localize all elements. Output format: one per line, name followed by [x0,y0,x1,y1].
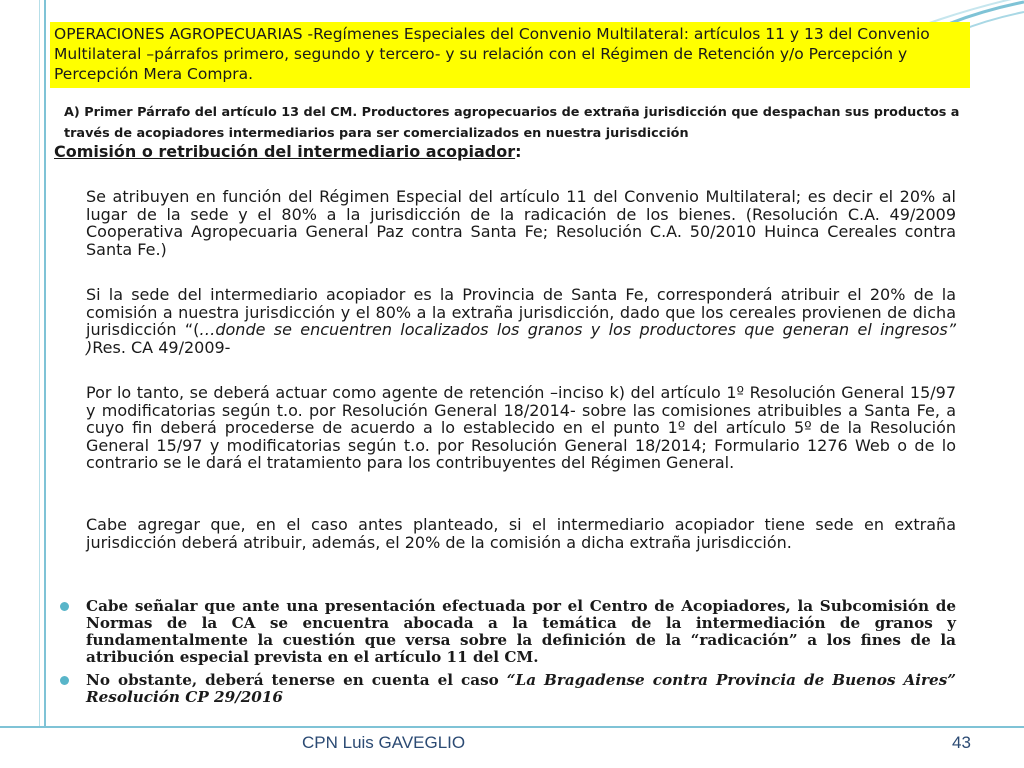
paragraph-1: Se atribuyen en función del Régimen Especial del artículo 11 del Convenio Multilateral; es decir el 20% al lugar de la sede y el 80% a la jurisdicción de la radicación de los bienes. (Resolución C.A. 49/2009 Cooperativa Agropecuaria General Paz contra Santa Fe; Resolución C.A. 50/2010 Huinca Cereales contra Santa Fe.) [86,187,956,259]
bullet-item [60,598,956,666]
bullet-italic: “La Bragadense contra Provincia de Buenos Aires” Resolución CP 29/2016 [86,671,956,706]
paragraph-2-italic: …donde se encuentren localizados los granos y los productores que generan el ingresos” ) [86,320,956,357]
paragraph-2-text: Si la sede del intermediario acopiador es la Provincia de Santa Fe, corresponderá atribuir el 20% de la comisión a nuestra jurisdicción y el 80% a la extraña jurisdicción, dado que los cereales provienen de dicha jurisdicción “( [86,285,956,339]
bullet-list [60,598,956,712]
slide-left-border [0,0,46,768]
slide-subtitle: A) Primer Párrafo del artículo 13 del CM. Productores agropecuarios de extraña jurisdicción que despachan sus productos a través de acopiadores intermediarios para ser comercializados en nuestra jurisdicción [64,105,960,141]
paragraph-2-tail: Res. CA 49/2009- [92,337,231,357]
section-heading-colon: : [515,142,522,161]
bullet-text: No obstante, deberá tenerse en cuenta el caso [86,671,507,689]
paragraph-3: Por lo tanto, se deberá actuar como agente de retención –inciso k) del artículo 1º Resolución General 15/97 y modificatorias según t.o. por Resolución General 18/2014- sobre las comisiones atribuibles a Santa Fe, a cuyo fin deberá procederse de acuerdo a lo establecido en el punto 1º del artículo 5º de la Resolución General 15/97 y modificatorias según t.o. por Resolución General 18/2014; Formulario 1276 Web o de lo contrario se le dará el tratamiento para los contribuyentes del Régimen General. [86,383,956,472]
slide-bottom-border [0,726,1024,768]
footer-author: CPN Luis GAVEGLIO [302,733,466,752]
section-heading-text: Comisión o retribución del intermediario acopiador [54,142,516,161]
page-number: 43 [952,733,971,752]
section-heading [54,142,522,161]
bullet-dot-icon [60,676,69,685]
slide-title: OPERACIONES AGROPECUARIAS -Regímenes Especiales del Convenio Multilateral: artículos 11 y 13 del Convenio Multilateral –párrafos primero, segundo y tercero- y su relación con el Régimen de Retención y/o Percepción y Percepción Mera Compra. [50,22,970,88]
bullet-item [60,672,956,706]
paragraph-2 [86,286,956,356]
bullet-text: Cabe señalar que ante una presentación efectuada por el Centro de Acopiadores, la Subcomisión de Normas de la CA se encuentra abocada a la temática de la intermediación de granos y fundamentalmente la cuestión que versa sobre la definición de la “radicación” a los fines de la atribución especial prevista en el artículo 11 del CM. [86,597,956,666]
paragraph-4: Cabe agregar que, en el caso antes planteado, si el intermediario acopiador tiene sede en extraña jurisdicción deberá atribuir, además, el 20% de la comisión a dicha extraña jurisdicción. [86,515,956,552]
bullet-dot-icon [60,602,69,611]
